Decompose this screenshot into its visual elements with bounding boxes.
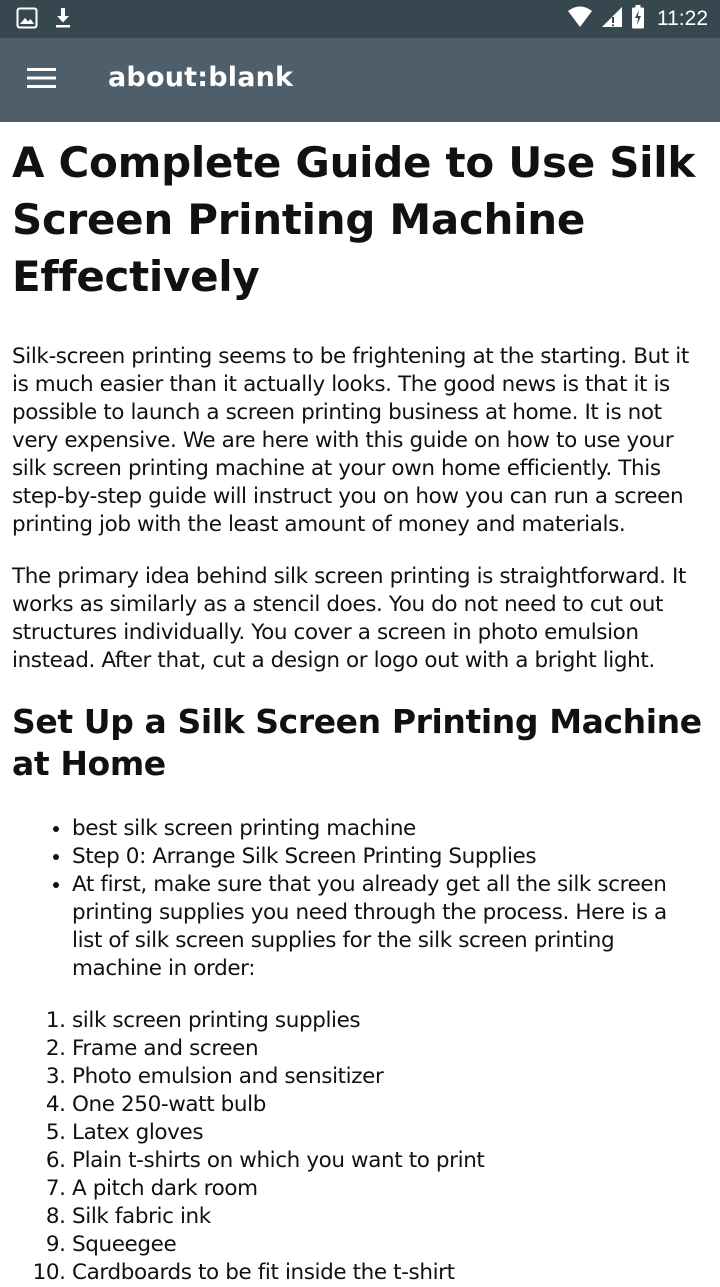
numbered-list — [12, 1007, 702, 1287]
numbered-list-item: 10. Cardboards to be fit inside the t-shirt — [72, 1259, 702, 1287]
hamburger-menu-icon — [27, 67, 57, 93]
status-left-icons — [16, 7, 74, 33]
bullet-list-item: • best silk screen printing machine — [72, 815, 702, 843]
bullet-list-item: • At first, make sure that you already get all the silk screen printing supplies you need through the process. Here is a list of silk screen supplies for the silk screen printing machine in order: — [72, 871, 702, 983]
bullet-list-item: • Step 0: Arrange Silk Screen Printing Supplies — [72, 843, 702, 871]
numbered-list-item: 5. Latex gloves — [72, 1119, 702, 1147]
status-bar — [0, 0, 720, 38]
hamburger-menu-button[interactable] — [14, 58, 70, 102]
image-icon — [16, 7, 38, 33]
article-content — [12, 122, 702, 1287]
article-paragraph: Silk-screen printing seems to be frightening at the starting. But it is much easier than it actually looks. The good news is that it is possible to launch a screen printing business at home. It is not very expensive. We are here with this guide on how to use your silk screen printing machine at your own home efficiently. This step-by-step guide will instruct you on how you can run a screen printing job with the least amount of money and materials. — [12, 344, 689, 537]
status-time: 11:22 — [657, 7, 708, 30]
wifi-icon — [567, 6, 593, 32]
status-right-icons — [567, 5, 708, 33]
numbered-list-item: 8. Silk fabric ink — [72, 1203, 702, 1231]
article-paragraph: The primary idea behind silk screen printing is straightforward. It works as similarly as a stencil does. You do not need to cut out structures individually. You cover a screen in photo emulsion instead. After that, cut a design or logo out with a bright light. — [12, 564, 686, 673]
app-bar — [0, 38, 720, 122]
signal-icon — [601, 6, 623, 32]
numbered-list-item: 1. silk screen printing supplies — [72, 1007, 702, 1035]
section-heading: Set Up a Silk Screen Printing Machine at Home — [12, 702, 702, 783]
app-bar-title: about:blank — [108, 62, 294, 93]
bullet-list — [12, 815, 702, 983]
numbered-list-item: 3. Photo emulsion and sensitizer — [72, 1063, 702, 1091]
numbered-list-item: 6. Plain t-shirts on which you want to print — [72, 1147, 702, 1175]
numbered-list-item: 2. Frame and screen — [72, 1035, 702, 1063]
battery-charging-icon — [631, 5, 645, 33]
download-icon — [52, 7, 74, 33]
numbered-list-item: 9. Squeegee — [72, 1231, 702, 1259]
article-title: A Complete Guide to Use Silk Screen Printing Machine Effectively — [12, 138, 695, 301]
numbered-list-item: 7. A pitch dark room — [72, 1175, 702, 1203]
numbered-list-item: 4. One 250-watt bulb — [72, 1091, 702, 1119]
